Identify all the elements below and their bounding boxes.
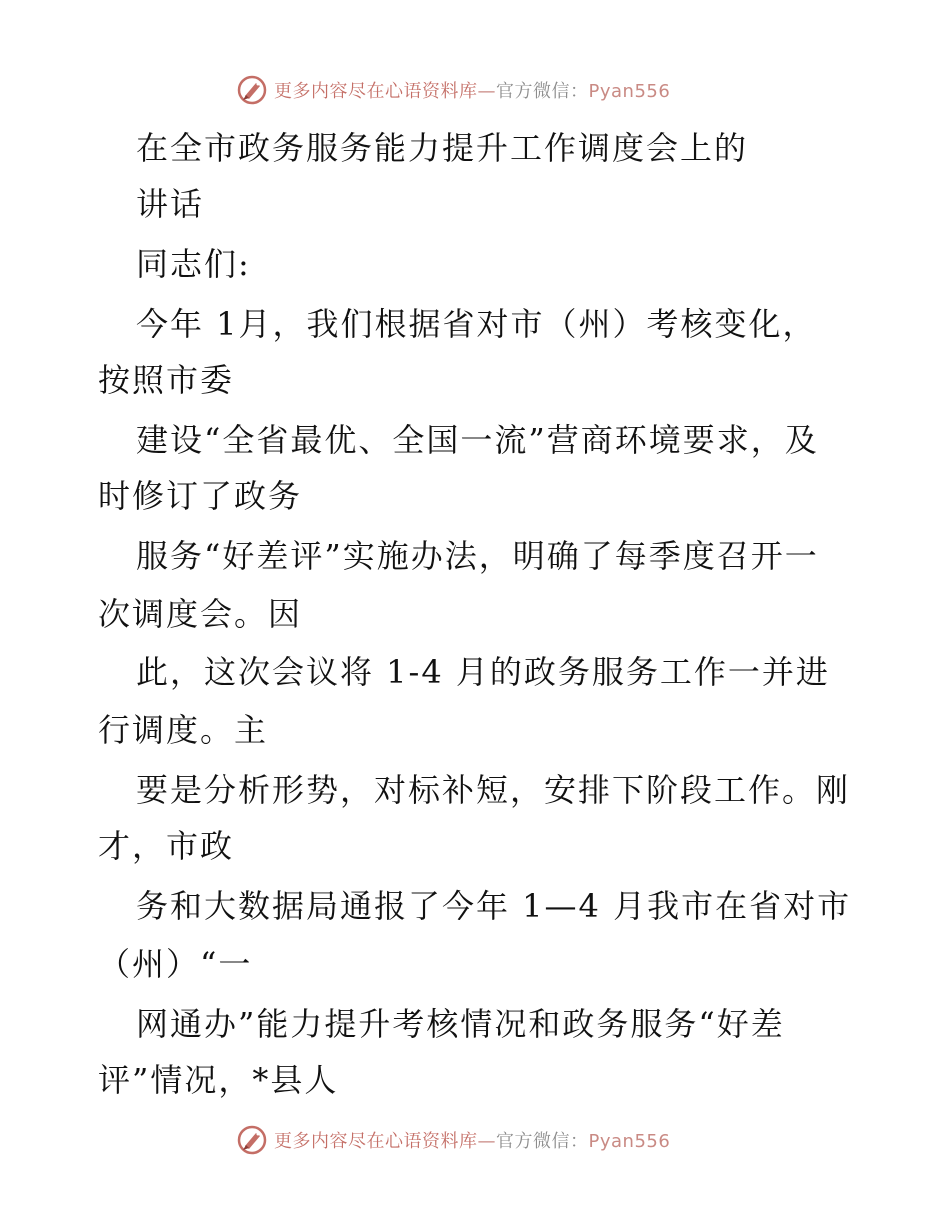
header-watermark [236,72,670,108]
watermark-separator: — [477,1131,496,1152]
paragraph-line: 服务“好差评”实施办法，明确了每季度召开一 [136,537,819,575]
paragraph-line: 要是分析形势，对标补短，安排下阶段工作。刚 [136,771,851,809]
watermark-label: 官方微信： [496,81,589,102]
salutation: 同志们: [136,245,251,283]
paragraph-line: 时修订了政务 [98,477,303,515]
paragraph-line: 今年 1月，我们根据省对市（州）考核变化， [136,305,817,343]
paragraph-line: 才，市政 [98,827,235,865]
paragraph-line: 网通办”能力提升考核情况和政务服务“好差 [136,1005,785,1043]
watermark-main: 更多内容尽在心语资料库 [274,1131,478,1152]
watermark-label: 官方微信： [496,1131,589,1152]
paragraph-line: （州）“一 [98,945,253,983]
watermark-main: 更多内容尽在心语资料库 [274,81,478,102]
paragraph-line: 行调度。主 [98,711,269,749]
title-line-1: 在全市政务服务能力提升工作调度会上的 [136,129,749,167]
watermark-id: Pyan556 [588,81,671,102]
paragraph-line: 务和大数据局通报了今年 1—4 月我市在省对市 [136,887,852,925]
watermark-text [274,77,670,103]
paragraph-line: 按照市委 [98,361,235,399]
watermark-id: Pyan556 [588,1131,671,1152]
watermark-text [274,1127,670,1153]
footer-watermark [236,1122,670,1158]
paragraph-line: 此，这次会议将 1-4 月的政务服务工作一并进 [136,653,830,691]
paragraph-line: 建设“全省最优、全国一流”营商环境要求，及 [136,421,819,459]
pen-nib-logo-icon [236,74,268,106]
paragraph-line: 次调度会。因 [98,595,303,633]
pen-nib-logo-icon [236,1124,268,1156]
paragraph-line: 评”情况，*县人 [98,1061,339,1099]
title-line-2: 讲话 [136,185,205,223]
watermark-separator: — [477,81,496,102]
